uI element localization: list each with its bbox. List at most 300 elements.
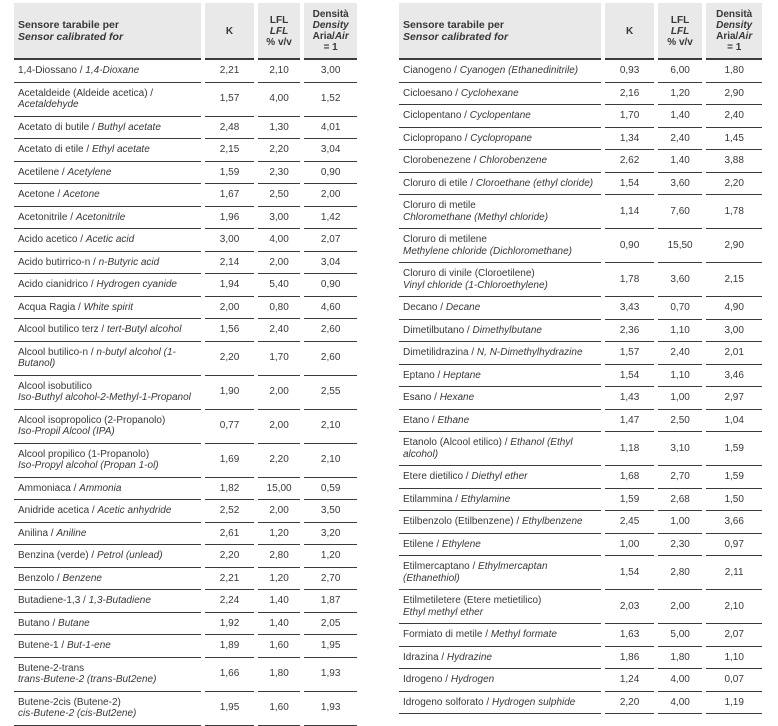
substance-name-english: Ethylbenzene	[521, 516, 583, 527]
k-value: 2,36	[605, 320, 654, 343]
table-row	[14, 342, 357, 376]
table-row	[399, 534, 762, 557]
substance-name-italian: Cloruro di metile	[403, 200, 476, 211]
substance-name-cell: Acetone / Acetone	[14, 184, 201, 207]
table-row	[399, 466, 762, 489]
density-value: 2,07	[706, 624, 762, 647]
density-value: 0,59	[304, 478, 357, 501]
substance-name-italian: Cloruro di etile	[403, 177, 468, 189]
lfl-value: 0,80	[258, 297, 301, 320]
density-value: 1,20	[304, 545, 357, 568]
substance-name-italian: Butadiene-1,3	[18, 595, 81, 606]
k-value: 0,93	[605, 60, 654, 83]
column-header-lfl	[658, 3, 703, 60]
k-value: 1,24	[605, 669, 654, 692]
k-value: 1,67	[205, 184, 254, 207]
substance-name-italian: Ciclopropano	[403, 132, 462, 144]
k-value: 1,18	[605, 432, 654, 466]
k-value: 1,47	[605, 410, 654, 433]
substance-name-cell: Etilmercaptano / Ethylmercaptan (Ethanethiol)	[399, 556, 601, 590]
substance-name-italian: Idrogeno solforato	[403, 696, 484, 708]
substance-name-italian: Idrogeno	[403, 674, 443, 685]
sensor-calibration-table-right	[395, 3, 766, 714]
substance-name-cell: Idrogeno solforato / Hydrogen sulphide	[399, 692, 601, 715]
substance-name-english: Dimethylbutane	[472, 324, 542, 336]
k-value: 1,96	[205, 207, 254, 230]
substance-name-english: Methyl formate	[490, 629, 557, 640]
k-value: 2,15	[205, 139, 254, 162]
density-value: 0,90	[304, 162, 357, 185]
substance-name-italian: Acqua Ragia	[18, 301, 76, 313]
substance-name-italian: Anilina	[18, 527, 49, 539]
substance-name-english: Cyclopentane	[469, 110, 531, 121]
k-value: 1,14	[605, 195, 654, 229]
substance-name-english: Acetylene	[67, 166, 112, 178]
substance-name-cell: Cianogeno / Cyanogen (Ethanedinitrile)	[399, 60, 601, 83]
substance-name-italian: Alcool butilico-n	[18, 346, 89, 358]
substance-name-italian: Cianogeno	[403, 65, 452, 76]
header-density-line1: Densità	[716, 9, 753, 20]
lfl-value: 1,80	[658, 647, 703, 670]
density-value: 1,10	[706, 647, 762, 670]
k-value: 1,54	[605, 173, 654, 196]
substance-name-cell: Idrazina / Hydrazine	[399, 647, 601, 670]
density-value: 4,01	[304, 117, 357, 140]
k-value: 1,90	[205, 376, 254, 410]
table-row	[14, 376, 357, 410]
substance-name-cell	[399, 229, 601, 263]
k-value: 2,20	[205, 342, 254, 376]
density-value: 2,10	[706, 590, 762, 624]
density-value: 3,00	[304, 60, 357, 83]
substance-name-english: n-butyl alcohol (1-Butanol)	[18, 346, 176, 369]
k-value: 1,57	[205, 83, 254, 117]
density-value: 2,60	[304, 342, 357, 376]
header-k-label: K	[625, 25, 634, 37]
substance-name-italian: Etilammina	[403, 493, 453, 505]
k-value: 1,54	[605, 556, 654, 590]
lfl-value: 2,80	[658, 556, 703, 590]
table-body-left	[14, 60, 357, 726]
substance-name-english: Cyclohexane	[460, 87, 519, 99]
lfl-value: 1,40	[658, 150, 703, 173]
substance-name-cell: Acetilene / Acetylene	[14, 162, 201, 185]
substance-name-cell: Idrogeno / Hydrogen	[399, 669, 601, 692]
lfl-value: 1,40	[258, 590, 301, 613]
density-value: 1,78	[706, 195, 762, 229]
substance-name-english: Hydrogen cyanide	[96, 279, 177, 290]
table-row	[399, 432, 762, 466]
substance-name-italian: Butene-2cis (Butene-2)	[18, 696, 121, 708]
density-value: 1,80	[706, 60, 762, 83]
table-row	[14, 274, 357, 297]
table-row	[14, 545, 357, 568]
k-value: 1,54	[605, 365, 654, 388]
k-value: 2,21	[205, 568, 254, 591]
substance-name-english: cis-Butene-2 (cis-But2ene)	[18, 708, 137, 719]
substance-name-english: Hexane	[439, 392, 475, 403]
density-value: 2,10	[304, 444, 357, 478]
k-value: 3,00	[205, 229, 254, 252]
density-value: 1,59	[706, 466, 762, 489]
substance-name-english: Iso-Propil Alcool (IPA)	[18, 426, 115, 437]
header-sensor-line2: Sensor calibrated for	[18, 31, 124, 43]
substance-name-italian: Acetato di butile	[18, 121, 90, 133]
density-value: 3,04	[304, 252, 357, 275]
substance-name-cell: Acetato di etile / Ethyl acetate	[14, 139, 201, 162]
lfl-value: 2,40	[658, 342, 703, 365]
substance-name-italian: 1,4-Diossano	[18, 65, 77, 76]
k-value: 2,24	[205, 590, 254, 613]
substance-name-cell: Formiato di metile / Methyl formate	[399, 624, 601, 647]
table-row	[14, 229, 357, 252]
density-value: 2,90	[706, 229, 762, 263]
header-lfl-line3: % v/v	[667, 36, 693, 48]
substance-name-english: Acetaldehyde	[18, 99, 79, 110]
substance-name-cell	[399, 263, 601, 297]
substance-name-italian: Alcool isopropolico (2-Propanolo)	[18, 414, 166, 426]
substance-name-cell: 1,4-Diossano / 1,4-Dioxane	[14, 60, 201, 83]
table-row	[399, 297, 762, 320]
density-value: 0,07	[706, 669, 762, 692]
k-value: 2,03	[605, 590, 654, 624]
lfl-value: 2,40	[658, 128, 703, 151]
lfl-value: 2,80	[258, 545, 301, 568]
substance-name-italian: Anidride acetica	[18, 505, 90, 516]
substance-name-italian: Etilene	[403, 538, 434, 550]
density-value: 4,90	[706, 297, 762, 320]
table-row	[399, 410, 762, 433]
k-value: 1,78	[605, 263, 654, 297]
substance-name-english: Diethyl ether	[471, 471, 528, 482]
substance-name-english: Buthyl acetate	[97, 121, 161, 133]
header-sensor-line1: Sensore tarabile per	[18, 19, 119, 31]
substance-name-english: Ammonia	[79, 482, 122, 494]
header-density-line1: Densità	[312, 9, 349, 20]
table-row	[14, 590, 357, 613]
density-value: 2,05	[304, 613, 357, 636]
substance-name-cell: Cloruro di etile / Cloroethane (ethyl cloride)	[399, 173, 601, 196]
substance-name-english: Ethylamine	[460, 493, 511, 505]
k-value: 2,21	[205, 60, 254, 83]
substance-name-italian: Etano	[403, 414, 430, 426]
k-value: 1,86	[605, 647, 654, 670]
lfl-value: 1,70	[258, 342, 301, 376]
header-density-line3b: Air	[738, 31, 753, 42]
table-row	[14, 60, 357, 83]
table-header-row	[399, 3, 762, 60]
k-value: 1,82	[205, 478, 254, 501]
substance-name-english: N, N-Dimethylhydrazine	[476, 347, 583, 358]
substance-name-italian: Decano	[403, 302, 438, 313]
table-row	[14, 297, 357, 320]
substance-name-italian: Acetaldeide (Aldeide acetica)	[18, 87, 148, 99]
substance-name-cell: Acetonitrile / Acetonitrile	[14, 207, 201, 230]
substance-name-english: trans-Butene-2 (trans-But2ene)	[18, 674, 157, 685]
table-row	[399, 489, 762, 512]
lfl-value: 2,30	[658, 534, 703, 557]
lfl-value: 2,00	[258, 252, 301, 275]
substance-name-italian: Cloruro di vinile (Cloroetilene)	[403, 268, 535, 279]
lfl-value: 5,00	[658, 624, 703, 647]
lfl-value: 1,60	[258, 692, 301, 726]
column-header-density	[304, 3, 357, 60]
k-value: 1,34	[605, 128, 654, 151]
k-value: 2,00	[205, 297, 254, 320]
k-value: 1,70	[605, 105, 654, 128]
substance-name-italian: Acido acetico	[18, 234, 78, 245]
lfl-value: 2,40	[258, 319, 301, 342]
substance-name-english: Ethylmercaptan (Ethanethiol)	[403, 561, 548, 584]
substance-name-italian: Cloruro di metilene	[403, 234, 487, 245]
substance-name-italian: Formiato di metile	[403, 629, 483, 640]
substance-name-italian: Alcool propilico (1-Propanolo)	[18, 448, 150, 460]
table-row	[14, 568, 357, 591]
k-value: 1,95	[205, 692, 254, 726]
header-density-line3a: Aria/	[312, 31, 335, 42]
table-row	[14, 523, 357, 546]
substance-name-italian: Butene-1	[18, 640, 59, 651]
substance-name-italian: Butene-2-trans	[18, 662, 85, 674]
density-value: 3,04	[304, 139, 357, 162]
substance-name-cell: Eptano / Heptane	[399, 365, 601, 388]
substance-name-italian: Etilmetiletere (Etere metietilico)	[403, 595, 542, 606]
density-value: 2,10	[304, 410, 357, 444]
k-value: 1,68	[605, 466, 654, 489]
substance-name-cell	[14, 444, 201, 478]
substance-name-english: Petrol (unlead)	[96, 550, 163, 561]
substance-name-english: Vinyl chloride (1-Chloroethylene)	[403, 279, 548, 291]
table-row	[399, 195, 762, 229]
substance-name-cell: Acido cianidrico / Hydrogen cyanide	[14, 274, 201, 297]
substance-name-english: n-Butyric acid	[98, 256, 160, 268]
header-lfl-line1: LFL	[269, 14, 289, 26]
substance-name-english: Ethyl acetate	[91, 144, 150, 155]
header-density-line4: = 1	[323, 42, 338, 53]
substance-name-cell: Butadiene-1,3 / 1,3-Butadiene	[14, 590, 201, 613]
substance-name-cell: Ammoniaca / Ammonia	[14, 478, 201, 501]
substance-name-italian: Esano	[403, 392, 432, 403]
density-value: 3,46	[706, 365, 762, 388]
substance-name-cell: Etere dietilico / Diethyl ether	[399, 466, 601, 489]
table-row	[399, 173, 762, 196]
table-row	[14, 410, 357, 444]
density-value: 0,97	[706, 534, 762, 557]
substance-name-english: Butane	[58, 617, 90, 629]
substance-name-cell: Anidride acetica / Acetic anhydride	[14, 500, 201, 523]
table-row	[399, 624, 762, 647]
substance-name-cell: Butano / Butane	[14, 613, 201, 636]
substance-name-italian: Etilbenzolo (Etilbenzene)	[403, 516, 514, 527]
table-row	[14, 658, 357, 692]
k-value: 2,61	[205, 523, 254, 546]
header-density-line3a: Aria/	[716, 31, 739, 42]
substance-name-cell: Acetato di butile / Buthyl acetate	[14, 117, 201, 140]
lfl-value: 3,10	[658, 432, 703, 466]
lfl-value: 4,00	[258, 83, 301, 117]
table-row	[14, 162, 357, 185]
k-value: 2,20	[605, 692, 654, 715]
substance-name-cell: Benzolo / Benzene	[14, 568, 201, 591]
column-header-lfl	[258, 3, 301, 60]
substance-name-italian: Acetato di etile	[18, 144, 84, 155]
header-density-line2: Density	[312, 20, 349, 31]
lfl-value: 7,60	[658, 195, 703, 229]
substance-name-italian: Ciclopentano	[403, 110, 462, 121]
table-row	[14, 444, 357, 478]
column-header-density	[706, 3, 762, 60]
density-value: 3,20	[304, 523, 357, 546]
substance-name-cell: Acido butirrico-n / n-Butyric acid	[14, 252, 201, 275]
density-value: 1,42	[304, 207, 357, 230]
lfl-value: 1,30	[258, 117, 301, 140]
substance-name-cell	[14, 692, 201, 726]
table-row	[399, 590, 762, 624]
lfl-value: 2,20	[258, 444, 301, 478]
substance-name-english: Ethane	[437, 414, 470, 426]
k-value: 1,59	[605, 489, 654, 512]
lfl-value: 3,60	[658, 173, 703, 196]
k-value: 1,92	[205, 613, 254, 636]
table-row	[14, 207, 357, 230]
substance-name-english: Cyanogen (Ethanedinitrile)	[459, 65, 579, 76]
substance-name-italian: Ammoniaca	[18, 482, 71, 494]
k-value: 0,90	[605, 229, 654, 263]
substance-name-cell: Esano / Hexane	[399, 387, 601, 410]
density-value: 1,93	[304, 658, 357, 692]
column-header-sensor	[399, 3, 601, 60]
lfl-value: 2,20	[258, 139, 301, 162]
column-header-k	[205, 3, 254, 60]
table-row	[399, 83, 762, 106]
density-value: 4,60	[304, 297, 357, 320]
k-value: 2,20	[205, 545, 254, 568]
density-value: 2,90	[706, 83, 762, 106]
lfl-value: 2,00	[658, 590, 703, 624]
substance-name-english: Chlorobenzene	[479, 155, 547, 166]
density-value: 3,50	[304, 500, 357, 523]
substance-name-english: Acetone	[63, 189, 100, 200]
substance-name-cell: Acido acetico / Acetic acid	[14, 229, 201, 252]
header-k-label: K	[225, 25, 234, 37]
substance-name-english: Methylene chloride (Dichloromethane)	[403, 245, 572, 257]
lfl-value: 2,00	[258, 500, 301, 523]
substance-name-cell: Etilammina / Ethylamine	[399, 489, 601, 512]
density-value: 1,45	[706, 128, 762, 151]
density-value: 3,66	[706, 511, 762, 534]
substance-name-english: White spirit	[83, 301, 134, 313]
table-row	[399, 263, 762, 297]
table-header-row	[14, 3, 357, 60]
substance-name-english: tert-Butyl alcohol	[106, 324, 182, 335]
substance-name-italian: Eptano	[403, 369, 435, 381]
substance-name-english: 1,3-Butadiene	[88, 595, 151, 606]
density-value: 2,15	[706, 263, 762, 297]
density-value: 2,40	[706, 105, 762, 128]
table-row	[14, 139, 357, 162]
substance-name-cell: Decano / Decane	[399, 297, 601, 320]
substance-name-english: Cloroethane (ethyl cloride)	[475, 177, 594, 189]
substance-name-english: Acetic acid	[85, 234, 135, 245]
substance-name-italian: Etanolo (Alcool etilico)	[403, 437, 502, 448]
substance-name-italian: Acido butirrico-n	[18, 256, 91, 268]
substance-name-italian: Etere dietilico	[403, 471, 464, 482]
table-row	[14, 692, 357, 726]
lfl-value: 5,40	[258, 274, 301, 297]
density-value: 2,11	[706, 556, 762, 590]
table-row	[399, 342, 762, 365]
substance-name-cell: Dimetilidrazina / N, N-Dimethylhydrazine	[399, 342, 601, 365]
density-value: 1,87	[304, 590, 357, 613]
substance-name-cell: Alcool butilico-n / n-butyl alcohol (1-Butanol)	[14, 342, 201, 376]
k-value: 1,57	[605, 342, 654, 365]
lfl-value: 3,60	[658, 263, 703, 297]
lfl-value: 2,50	[658, 410, 703, 433]
substance-name-italian: Clorobenezene	[403, 155, 471, 166]
k-value: 2,45	[605, 511, 654, 534]
column-header-k	[605, 3, 654, 60]
lfl-value: 1,00	[658, 387, 703, 410]
header-lfl-line2: LFL	[670, 25, 690, 37]
substance-name-english: Acetonitrile	[75, 211, 126, 223]
k-value: 1,63	[605, 624, 654, 647]
k-value: 2,62	[605, 150, 654, 173]
lfl-value: 15,50	[658, 229, 703, 263]
substance-name-italian: Acetone	[18, 189, 55, 200]
substance-name-english: Hydrogen	[450, 674, 495, 685]
header-sensor-line1: Sensore tarabile per	[403, 19, 504, 31]
substance-name-italian: Dimetilidrazina	[403, 347, 469, 358]
substance-name-cell	[14, 658, 201, 692]
substance-name-cell: Etilbenzolo (Etilbenzene) / Ethylbenzene	[399, 511, 601, 534]
table-row	[399, 60, 762, 83]
header-lfl-line1: LFL	[670, 14, 690, 26]
density-value: 0,90	[304, 274, 357, 297]
k-value: 2,48	[205, 117, 254, 140]
density-value: 1,59	[706, 432, 762, 466]
lfl-value: 1,20	[658, 83, 703, 106]
density-value: 2,55	[304, 376, 357, 410]
lfl-value: 1,40	[258, 613, 301, 636]
table-row	[399, 556, 762, 590]
substance-name-english: But-1-ene	[66, 640, 111, 651]
lfl-value: 2,00	[258, 376, 301, 410]
density-value: 2,97	[706, 387, 762, 410]
density-value: 1,19	[706, 692, 762, 715]
table-row	[14, 635, 357, 658]
table-row	[399, 647, 762, 670]
lfl-value: 4,00	[258, 229, 301, 252]
k-value: 2,14	[205, 252, 254, 275]
table-row	[399, 669, 762, 692]
substance-name-cell: Etanolo (Alcool etilico) / Ethanol (Ethyl alcohol)	[399, 432, 601, 466]
table-row	[14, 117, 357, 140]
header-lfl-line3: % v/v	[266, 36, 292, 48]
table-row	[399, 320, 762, 343]
header-lfl-line2: LFL	[269, 25, 289, 37]
table-row	[14, 319, 357, 342]
density-value: 3,88	[706, 150, 762, 173]
substance-name-english: Ethanol (Ethyl alcohol)	[403, 437, 573, 460]
table-row	[14, 478, 357, 501]
lfl-value: 1,10	[658, 365, 703, 388]
lfl-value: 1,00	[658, 511, 703, 534]
substance-name-english: Iso-Propyl alcohol (Propan 1-ol)	[18, 460, 159, 471]
k-value: 1,00	[605, 534, 654, 557]
lfl-value: 3,00	[258, 207, 301, 230]
lfl-value: 6,00	[658, 60, 703, 83]
substance-name-italian: Acido cianidrico	[18, 279, 89, 290]
